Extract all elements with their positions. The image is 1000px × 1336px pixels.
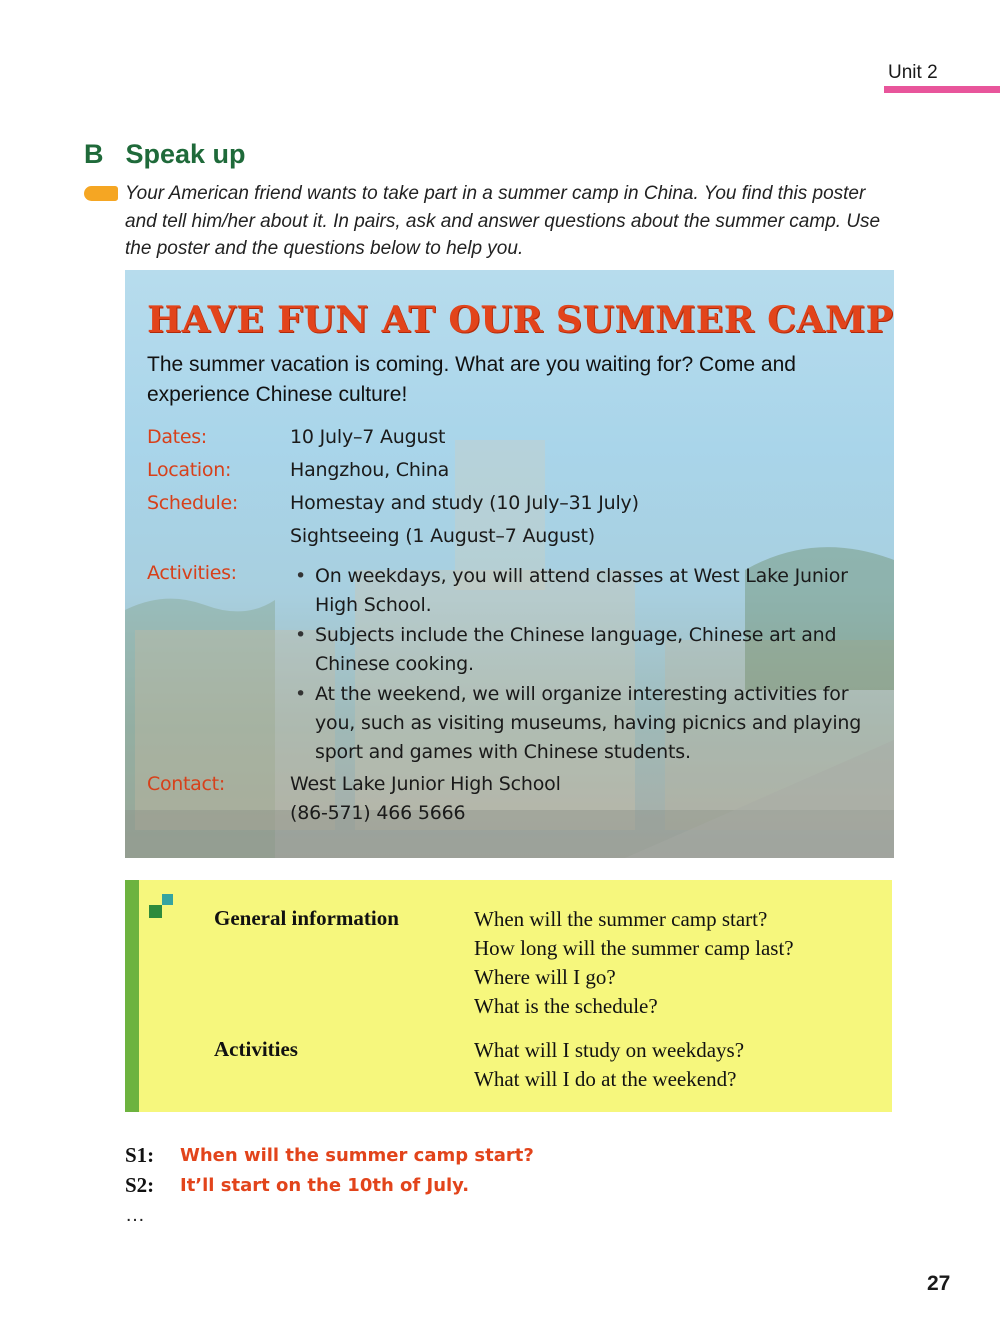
question-line: How long will the summer camp last? (474, 936, 794, 960)
contact-value: (86-571) 466 5666 (290, 802, 466, 824)
question-line: When will the summer camp start? (474, 907, 768, 931)
decor-square-icon (162, 894, 173, 905)
dates-value: 10 July–7 August (290, 426, 446, 448)
poster-title: HAVE FUN AT OUR SUMMER CAMP (147, 298, 894, 341)
activity-item: • Subjects include the Chinese language, Chinese art and Chinese cooking. (285, 621, 875, 679)
poster-intro: The summer vacation is coming. What are you waiting for? Come and experience Chinese culture! (147, 353, 796, 406)
question-line: Where will I go? (474, 965, 616, 989)
location-label: Location: (147, 459, 232, 481)
dialogue-line: When will the summer camp start? (180, 1145, 534, 1166)
question-box-bar (125, 880, 139, 1112)
location-value: Hangzhou, China (290, 459, 450, 481)
decor-square-icon (149, 905, 162, 918)
contact-value: West Lake Junior High School (290, 773, 561, 795)
section-title: Speak up (125, 139, 246, 169)
question-line: What will I do at the weekend? (474, 1067, 737, 1091)
activities-question-label: Activities (214, 1037, 298, 1061)
contact-label: Contact: (147, 773, 225, 795)
summer-camp-poster (125, 270, 894, 858)
unit-accent-bar (884, 86, 1000, 93)
speaker-label: S2: (125, 1173, 155, 1197)
speaker-label: S1: (125, 1143, 155, 1167)
schedule-value: Sightseeing (1 August–7 August) (290, 525, 595, 547)
unit-label: Unit 2 (888, 62, 938, 83)
general-information-label: General information (214, 906, 399, 930)
schedule-label: Schedule: (147, 492, 239, 514)
instructions-text: Your American friend wants to take part in a summer camp in China. You find this poster and tell him/her about it. In pairs, ask and answer questions about the summer camp. Use the poster and the questions below to help you. (125, 183, 881, 259)
instruction-tag-icon (84, 186, 118, 201)
question-line: What will I study on weekdays? (474, 1038, 745, 1062)
page-number: 27 (927, 1272, 951, 1295)
dates-label: Dates: (147, 426, 207, 448)
section-heading (84, 139, 246, 170)
dialogue-line: It’ll start on the 10th of July. (180, 1175, 470, 1196)
activity-item: • At the weekend, we will organize interesting activities for you, such as visiting museums, having picnics and playing sport and games with Chinese students. (285, 680, 875, 767)
schedule-value: Homestay and study (10 July–31 July) (290, 492, 639, 514)
dialogue-continuation: … (125, 1204, 145, 1226)
activities-label: Activities: (147, 562, 237, 584)
activities-list (285, 562, 875, 768)
activity-item: • On weekdays, you will attend classes at West Lake Junior High School. (285, 562, 875, 620)
question-line: What is the schedule? (474, 994, 658, 1018)
section-letter: B (84, 139, 104, 169)
question-box (125, 880, 892, 1112)
